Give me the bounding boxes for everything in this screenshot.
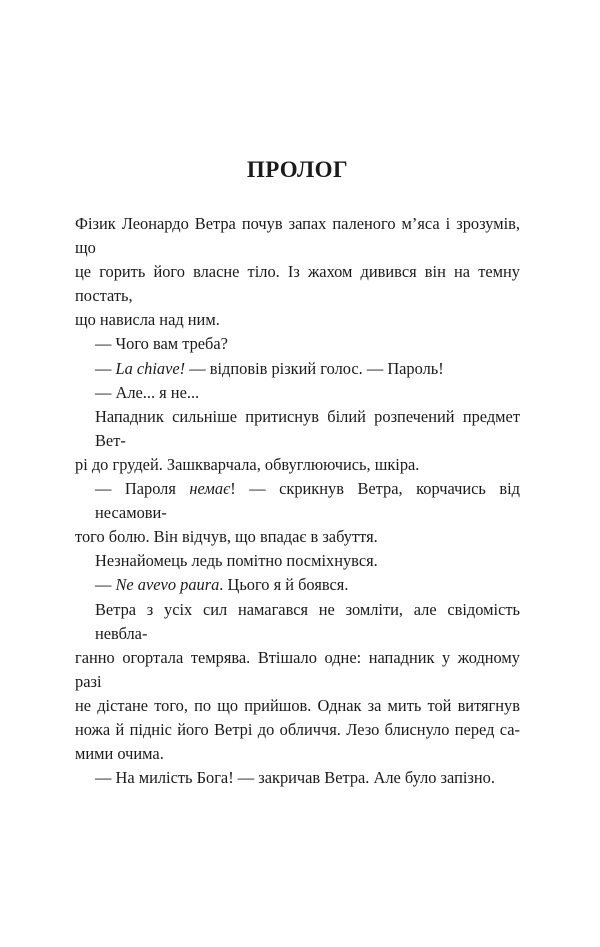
line-rest: . Цього я й боявся. [219,575,349,595]
text-line: не дістане того, по що прийшов. Однак за мить той витягнув [75,695,520,715]
text-line: Незнайомець ледь помітно посміхнувся. [95,551,378,571]
text-line: ганно огортала темрява. Втішало одне: нападник у жодному разі [75,647,520,691]
text-line: — На милість Бога! — закричав Ветра. Але було запізно. [95,768,495,788]
text-line: це горить його власне тіло. Із жахом дивився він на темну постать, [75,262,520,306]
text-line [75,573,520,597]
italic-phrase: Ne avevo paura [115,575,220,595]
text-line [75,357,520,381]
text-line: того болю. Він відчув, що впадає в забуття. [75,527,378,547]
book-page [75,0,520,947]
text-line: — Чого вам треба? [95,334,228,354]
chapter-title: ПРОЛОГ [246,157,349,182]
text-line: Фізик Леонардо Ветра почув запах паленого м’яса і зрозумів, що [75,214,520,258]
text-line: ножа й підніс його Ветрі до обличчя. Лезо блиснуло перед са- [75,719,520,739]
italic-phrase: La chiave! [115,358,186,378]
text-line [75,477,520,525]
prologue-text [75,212,520,790]
line-rest: ! — скрикнув Ветра, корчачись від несамови- [95,479,520,523]
italic-phrase: немає [189,479,231,499]
text-line: рі до грудей. Зашкварчала, обвуглюючись, шкіра. [75,454,420,474]
line-start: — Пароля [95,479,190,499]
text-line: що нависла над ним. [75,310,220,330]
text-line: Ветра з усіх сил намагався не зомліти, але свідомість невбла- [95,599,520,643]
text-line: — Але... я не... [95,382,200,402]
line-rest: — відповів різкий голос. — Пароль! [185,358,444,378]
dash: — [95,575,116,595]
text-line: мими очима. [75,744,164,764]
dash: — [95,358,116,378]
text-line: Нападник сильніше притиснув білий розпечений предмет Вет- [95,406,520,450]
